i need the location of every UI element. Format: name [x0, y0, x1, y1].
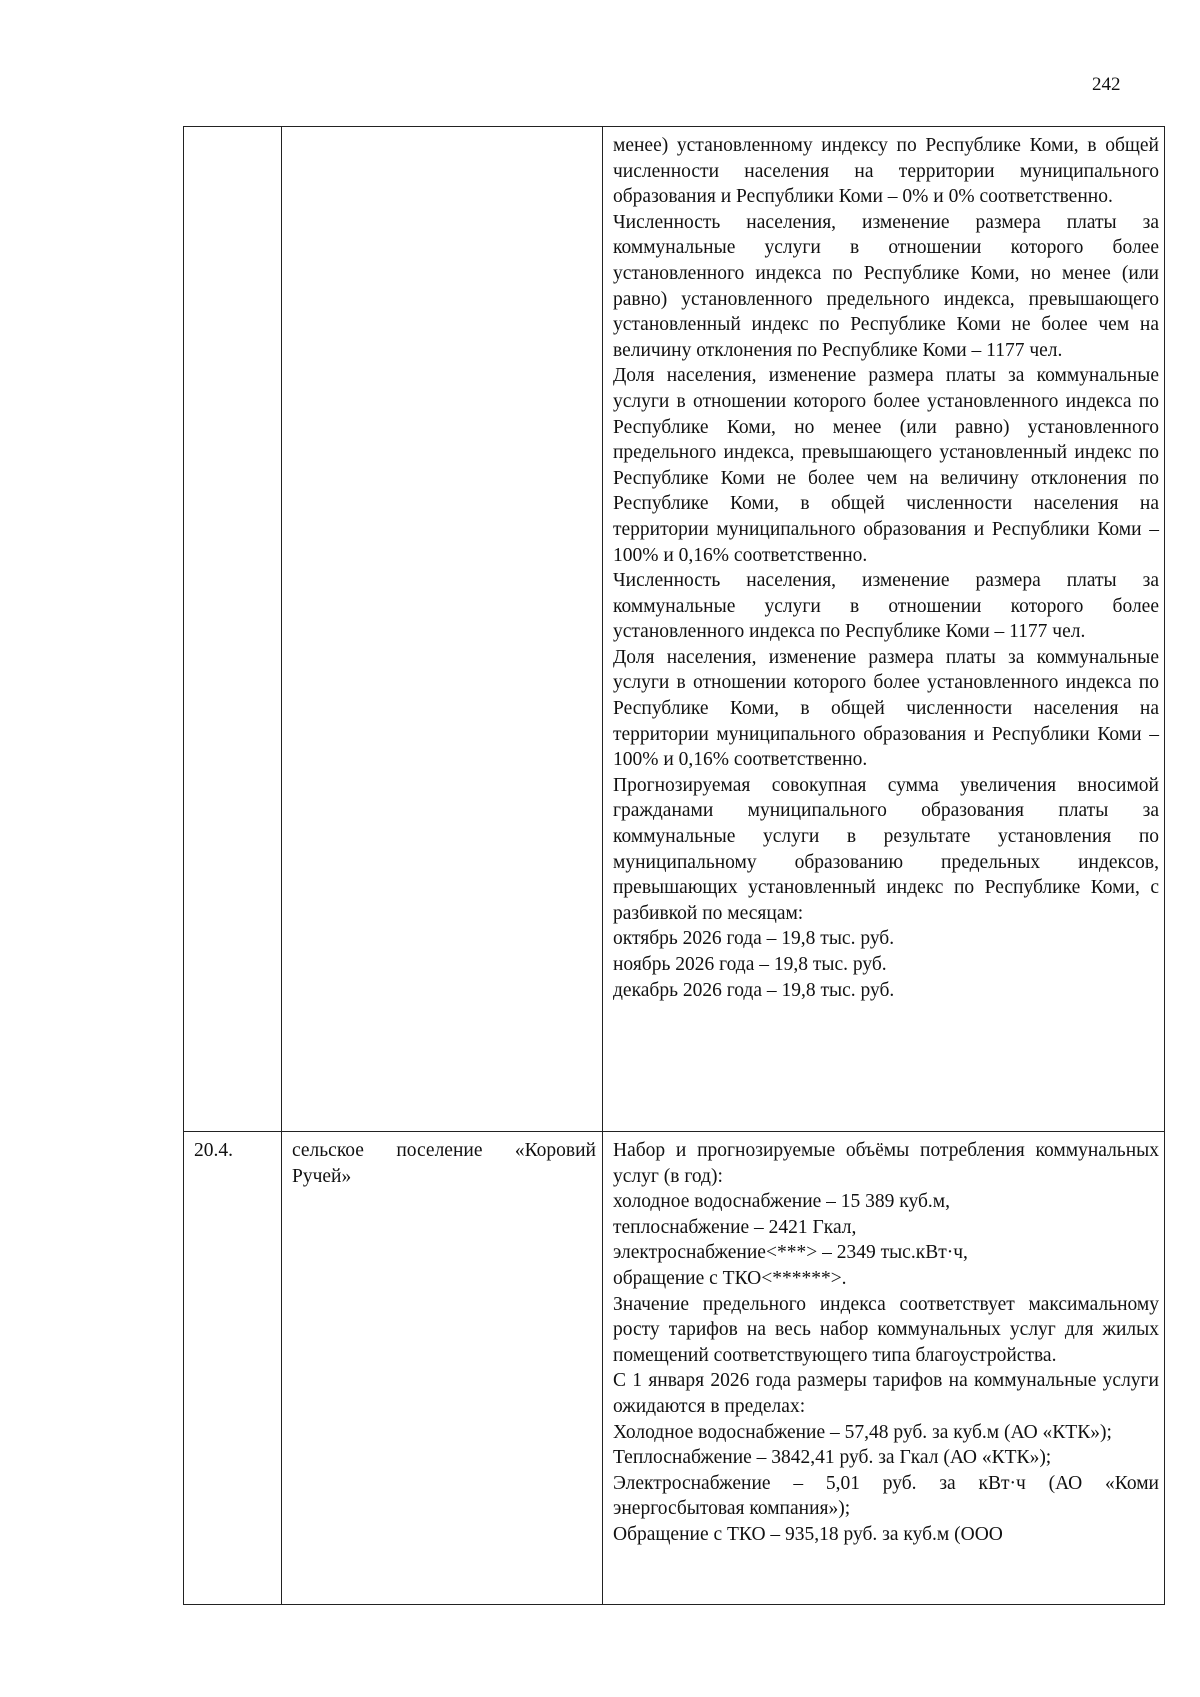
paragraph: С 1 января 2026 года размеры тарифов на коммунальные услуги ожидаются в пределах:	[613, 1370, 1159, 1417]
paragraph: Прогнозируемая совокупная сумма увеличения вносимой гражданами муниципального образования платы за коммунальные услуги в результате установления по муниципальному образованию предельных индексов, превышающих установленный индекс по Республике Коми, с разбивкой по месяцам:	[613, 774, 1159, 924]
paragraph: менее) установленному индексу по Республике Коми, в общей численности населения на территории муниципального образования и Республики Коми – 0% и 0% соответственно.	[613, 135, 1159, 208]
paragraph: электроснабжение<***> – 2349 тыс.кВт·ч,	[613, 1242, 968, 1264]
paragraph: холодное водоснабжение – 15 389 куб.м,	[613, 1191, 950, 1213]
paragraph: октябрь 2026 года – 19,8 тыс. руб.	[613, 928, 895, 950]
paragraph: ноябрь 2026 года – 19,8 тыс. руб.	[613, 954, 887, 975]
paragraph: Доля населения, изменение размера платы за коммунальные услуги в отношении которого более установленного индекса по Республике Коми, но менее (или равно) установленного предельного индекса, превышающего установленный индекс по Республике Коми не более чем на величину отклонения по Республике Коми, в общей численности населения на территории муниципального образования и Республики Коми – 100% и 0,16% соответственно.	[613, 365, 1159, 566]
table-row	[184, 1132, 1165, 1605]
document-table	[183, 126, 1165, 1605]
indicator-description-cell	[603, 1132, 1165, 1605]
page-number: 242	[1092, 74, 1121, 95]
paragraph: Набор и прогнозируемые объёмы потребления коммунальных услуг (в год):	[613, 1140, 1159, 1187]
paragraph: декабрь 2026 года – 19,8 тыс. руб.	[613, 979, 895, 1001]
paragraph: Численность населения, изменение размера платы за коммунальные услуги в отношении которого более установленного индекса по Республике Коми – 1177 чел.	[613, 570, 1159, 643]
paragraph: обращение с ТКО<******>.	[613, 1267, 847, 1289]
municipality-name-cell: сельское поселение «Коровий Ручей»	[282, 1132, 603, 1605]
indicator-description-cell	[603, 127, 1165, 1132]
paragraph: теплоснабжение – 2421 Гкал,	[613, 1216, 857, 1238]
paragraph: Значение предельного индекса соответствует максимальному росту тарифов на весь набор коммунальных услуг для жилых помещений соответствующего типа благоустройства.	[613, 1293, 1159, 1366]
paragraph: Обращение с ТКО – 935,18 руб. за куб.м (ООО	[613, 1523, 1003, 1545]
paragraph: Холодное водоснабжение – 57,48 руб. за куб.м (АО «КТК»);	[613, 1421, 1112, 1443]
paragraph: Доля населения, изменение размера платы за коммунальные услуги в отношении которого более установленного индекса по Республике Коми, в общей численности населения на территории муниципального образования и Республики Коми – 100% и 0,16% соответственно.	[613, 646, 1159, 771]
municipality-name-cell	[282, 127, 603, 1132]
row-number-cell	[184, 127, 282, 1132]
table-row	[184, 127, 1165, 1132]
paragraph: Численность населения, изменение размера платы за коммунальные услуги в отношении которого более установленного индекса по Республике Коми, но менее (или равно) установленного предельного индекса, превышающего установленный индекс по Республике Коми не более чем на величину отклонения по Республике Коми – 1177 чел.	[613, 211, 1159, 361]
paragraph: Электроснабжение – 5,01 руб. за кВт·ч (АО «Коми энергосбытовая компания»);	[613, 1472, 1159, 1520]
paragraph: Теплоснабжение – 3842,41 руб. за Гкал (АО «КТК»);	[613, 1447, 1052, 1469]
row-number-cell: 20.4.	[184, 1132, 282, 1605]
